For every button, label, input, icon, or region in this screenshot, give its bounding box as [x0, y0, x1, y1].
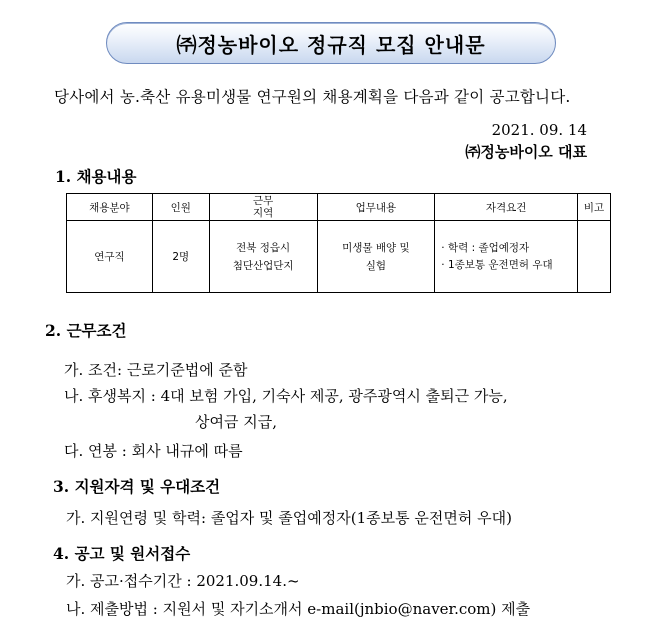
qualification-line: 가. 지원연령 및 학력: 졸업자 및 졸업예정자(1종보통 운전면허 우대) — [66, 509, 512, 527]
document-title: ㈜정농바이오 정규직 모집 안내문 — [106, 22, 556, 64]
section-heading-recruitment: 1. 채용내용 — [55, 167, 137, 186]
cell-note — [578, 221, 611, 293]
condition-line: 상여금 지급, — [195, 413, 277, 431]
application-line: 나. 제출방법 : 지원서 및 자기소개서 e-mail(jnbio@naver.com) 제출 — [66, 600, 531, 618]
company-signature: ㈜정농바이오 대표 — [465, 143, 587, 161]
header-note: 비고 — [578, 194, 611, 221]
cell-duties — [317, 221, 435, 293]
requirement-item: · 1종보통 운전면허 우대 — [441, 258, 553, 271]
condition-line: 다. 연봉 : 회사 내규에 따름 — [64, 442, 243, 460]
notice-date: 2021. 09. 14 — [491, 121, 587, 139]
header-field: 채용분야 — [67, 194, 153, 221]
header-duties: 업무내용 — [317, 194, 435, 221]
cell-field: 연구직 — [67, 221, 153, 293]
requirement-item: · 학력 : 졸업예정자 — [441, 241, 530, 254]
cell-location-text: 전북 정읍시 첨단산업단지 — [232, 241, 294, 272]
application-line: 가. 공고·접수기간 : 2021.09.14.~ — [66, 572, 300, 590]
header-location — [209, 194, 317, 221]
section-heading-conditions: 2. 근무조건 — [45, 321, 127, 340]
condition-line: 나. 후생복지 : 4대 보험 가입, 기숙사 제공, 광주광역시 출퇴근 가능, — [64, 387, 508, 405]
section-heading-application: 4. 공고 및 원서접수 — [53, 544, 191, 563]
condition-line: 가. 조건: 근로기준법에 준함 — [64, 361, 248, 379]
cell-duties-text: 미생물 배양 및 실험 — [342, 241, 410, 272]
recruitment-table — [66, 193, 611, 293]
header-location-text: 근무 지역 — [252, 195, 274, 219]
header-count: 인원 — [152, 194, 209, 221]
cell-count: 2명 — [152, 221, 209, 293]
header-requirements: 자격요건 — [435, 194, 578, 221]
table-header-row — [67, 194, 611, 221]
table-row — [67, 221, 611, 293]
cell-location — [209, 221, 317, 293]
section-heading-qualifications: 3. 지원자격 및 우대조건 — [53, 477, 221, 496]
intro-text: 당사에서 농.축산 유용미생물 연구원의 채용계획을 다음과 같이 공고합니다. — [54, 88, 571, 106]
cell-requirements — [435, 221, 578, 293]
